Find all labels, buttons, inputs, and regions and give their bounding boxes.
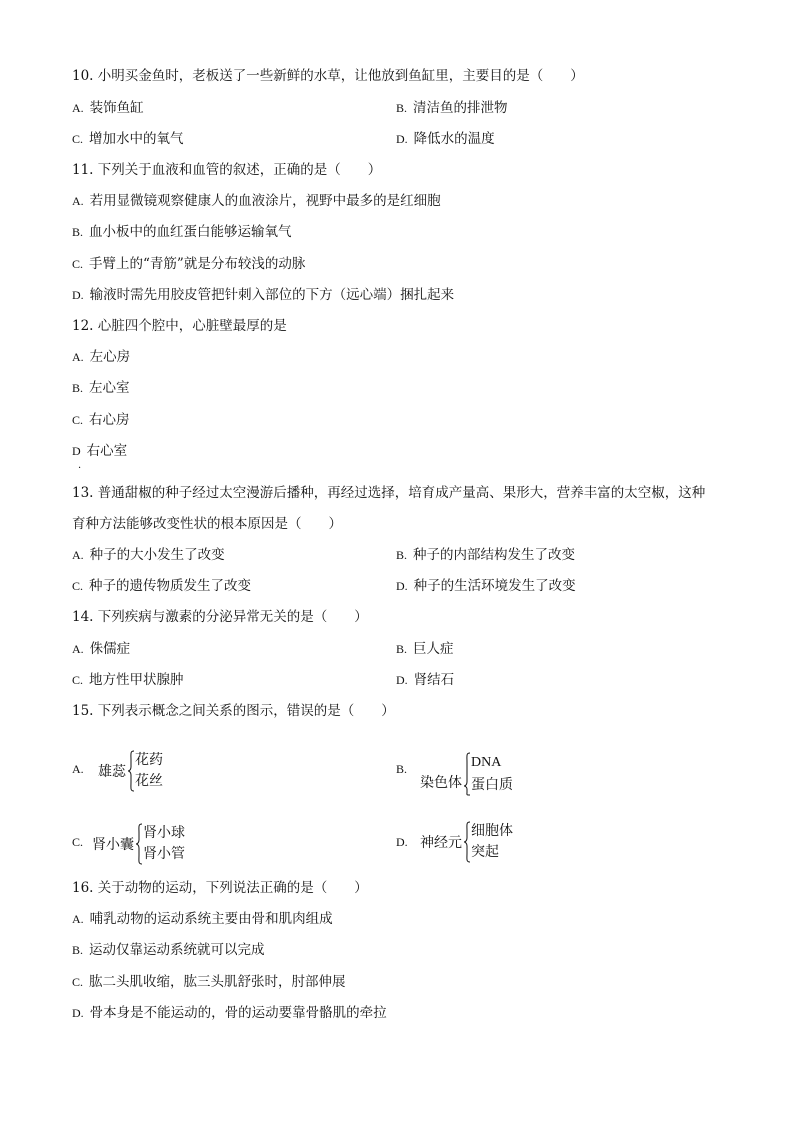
q13-option-a — [72, 546, 225, 564]
option-text: 左心室 — [89, 380, 130, 396]
q13-stem-line1: 13. 普通甜椒的种子经过太空漫游后播种，再经过选择，培育成产量高、果形大，营养丰富的太空椒，这种 — [72, 485, 706, 501]
option-label: B. — [396, 762, 408, 776]
option-label: B. — [72, 381, 84, 395]
option-label: C. — [72, 257, 84, 271]
brace-icon — [463, 752, 471, 796]
q12-option-d — [72, 442, 127, 460]
concept-item: 花药 — [135, 752, 163, 768]
option-label: D. — [396, 835, 408, 849]
q12-option-b — [72, 379, 130, 397]
q10-stem: 10. 小明买金鱼时，老板送了一些新鲜的水草，让他放到鱼缸里，主要目的是（ ） — [72, 68, 584, 84]
option-label: D. — [396, 132, 408, 146]
option-text: 种子的大小发生了改变 — [89, 547, 225, 563]
concept-head: 神经元 — [420, 835, 462, 851]
q16-option-a — [72, 910, 333, 928]
q14-option-b — [396, 640, 454, 658]
option-label: A. — [72, 194, 84, 208]
q15-option-a-label — [72, 760, 90, 778]
option-label: C. — [72, 673, 84, 687]
option-text: 输液时需先用胶皮管把针刺入部位的下方（远心端）捆扎起来 — [89, 287, 455, 303]
option-label: D. — [72, 288, 84, 302]
concept-head: 肾小囊 — [92, 837, 134, 853]
option-text: 运动仅靠运动系统就可以完成 — [89, 942, 265, 958]
option-text: 手臂上的“青筋”就是分布较浅的动脉 — [89, 256, 306, 272]
q14-option-a — [72, 640, 130, 658]
option-text: 哺乳动物的运动系统主要由骨和肌肉组成 — [89, 911, 333, 927]
concept-item: 花丝 — [135, 773, 163, 789]
option-text: 右心室 — [86, 443, 128, 459]
option-text: 血小板中的血红蛋白能够运输氧气 — [89, 224, 292, 240]
brace-icon — [127, 750, 135, 792]
brace-icon — [135, 823, 143, 865]
q11-option-d — [72, 286, 454, 304]
option-text: 若用显微镜观察健康人的血液涂片，视野中最多的是红细胞 — [89, 193, 441, 209]
q10-option-a — [72, 99, 144, 117]
concept-item: 蛋白质 — [471, 777, 513, 793]
q10-option-c — [72, 130, 184, 148]
option-label: D — [72, 444, 81, 458]
option-label: C. — [72, 835, 84, 849]
q15-option-d-label — [396, 833, 414, 851]
option-label: C. — [72, 579, 84, 593]
q15-option-c-label — [72, 833, 89, 851]
option-label: A. — [72, 548, 84, 562]
option-text: 巨人症 — [413, 641, 454, 657]
q13-stem-line2: 育种方法能够改变性状的根本原因是（ ） — [72, 516, 342, 532]
q14-option-d — [396, 671, 454, 689]
option-text: 骨本身是不能运动的，骨的运动要靠骨骼肌的牵拉 — [89, 1005, 387, 1021]
option-label: B. — [72, 225, 84, 239]
option-label: A. — [72, 762, 84, 776]
q12-option-c — [72, 411, 130, 429]
option-label: B. — [72, 943, 84, 957]
q15-option-c-diagram — [92, 823, 185, 865]
concept-item: DNA — [471, 755, 502, 770]
option-label: C. — [72, 132, 84, 146]
q11-option-c — [72, 255, 305, 273]
option-text: 降低水的温度 — [413, 131, 495, 147]
option-label: B. — [396, 101, 408, 115]
concept-item: 肾小管 — [143, 846, 185, 862]
q12-stem: 12. 心脏四个腔中，心脏壁最厚的是 — [72, 318, 287, 334]
option-text: 种子的生活环境发生了改变 — [413, 578, 576, 594]
q11-stem: 11. 下列关于血液和血管的叙述，正确的是（ ） — [72, 162, 382, 178]
q10-option-d — [396, 130, 495, 148]
concept-head: 雄蕊 — [98, 764, 126, 780]
option-text: 侏儒症 — [89, 641, 131, 657]
option-label: B. — [396, 548, 408, 562]
option-text: 清洁鱼的排泄物 — [413, 100, 508, 116]
option-label: C. — [72, 413, 84, 427]
option-label: A. — [72, 350, 84, 364]
q13-option-d — [396, 577, 576, 595]
concept-item: 细胞体 — [471, 823, 513, 839]
option-label: A. — [72, 912, 84, 926]
q13-option-b — [396, 546, 575, 564]
q12-option-a — [72, 348, 130, 366]
q14-stem: 14. 下列疾病与激素的分泌异常无关的是（ ） — [72, 609, 368, 625]
option-label: A. — [72, 642, 84, 656]
q13-option-c — [72, 577, 251, 595]
brace-icon — [463, 821, 471, 863]
concept-item: 突起 — [471, 844, 499, 860]
option-text: 地方性甲状腺肿 — [89, 672, 184, 688]
option-label: A. — [72, 101, 84, 115]
q16-option-d — [72, 1004, 387, 1022]
option-text: 肱二头肌收缩，肱三头肌舒张时，肘部伸展 — [89, 974, 346, 990]
q14-option-c — [72, 671, 184, 689]
option-text: 种子的内部结构发生了改变 — [413, 547, 576, 563]
concept-head: 染色体 — [420, 775, 462, 791]
q15-option-b-diagram — [420, 752, 513, 796]
option-text: 右心房 — [89, 412, 130, 428]
q16-option-b — [72, 941, 265, 959]
concept-item: 肾小球 — [143, 825, 185, 841]
q15-option-b-label — [396, 760, 413, 778]
option-text: 装饰鱼缸 — [89, 100, 144, 116]
option-label: B. — [396, 642, 408, 656]
option-label: D. — [72, 1006, 84, 1020]
q15-option-a-diagram — [98, 750, 163, 792]
option-text: 种子的遗传物质发生了改变 — [89, 578, 252, 594]
option-label: C. — [72, 975, 84, 989]
q15-stem: 15. 下列表示概念之间关系的图示，错误的是（ ） — [72, 703, 395, 719]
option-text: 左心房 — [89, 349, 131, 365]
option-text: 肾结石 — [413, 672, 455, 688]
q16-stem: 16. 关于动物的运动，下列说法正确的是（ ） — [72, 880, 368, 896]
q11-option-a — [72, 192, 441, 210]
option-label: D. — [396, 579, 408, 593]
stray-mark: · — [78, 463, 82, 474]
option-label: D. — [396, 673, 408, 687]
q11-option-b — [72, 223, 292, 241]
q10-option-b — [396, 99, 508, 117]
q16-option-c — [72, 973, 346, 991]
q15-option-d-diagram — [420, 821, 513, 863]
option-text: 增加水中的氧气 — [89, 131, 184, 147]
